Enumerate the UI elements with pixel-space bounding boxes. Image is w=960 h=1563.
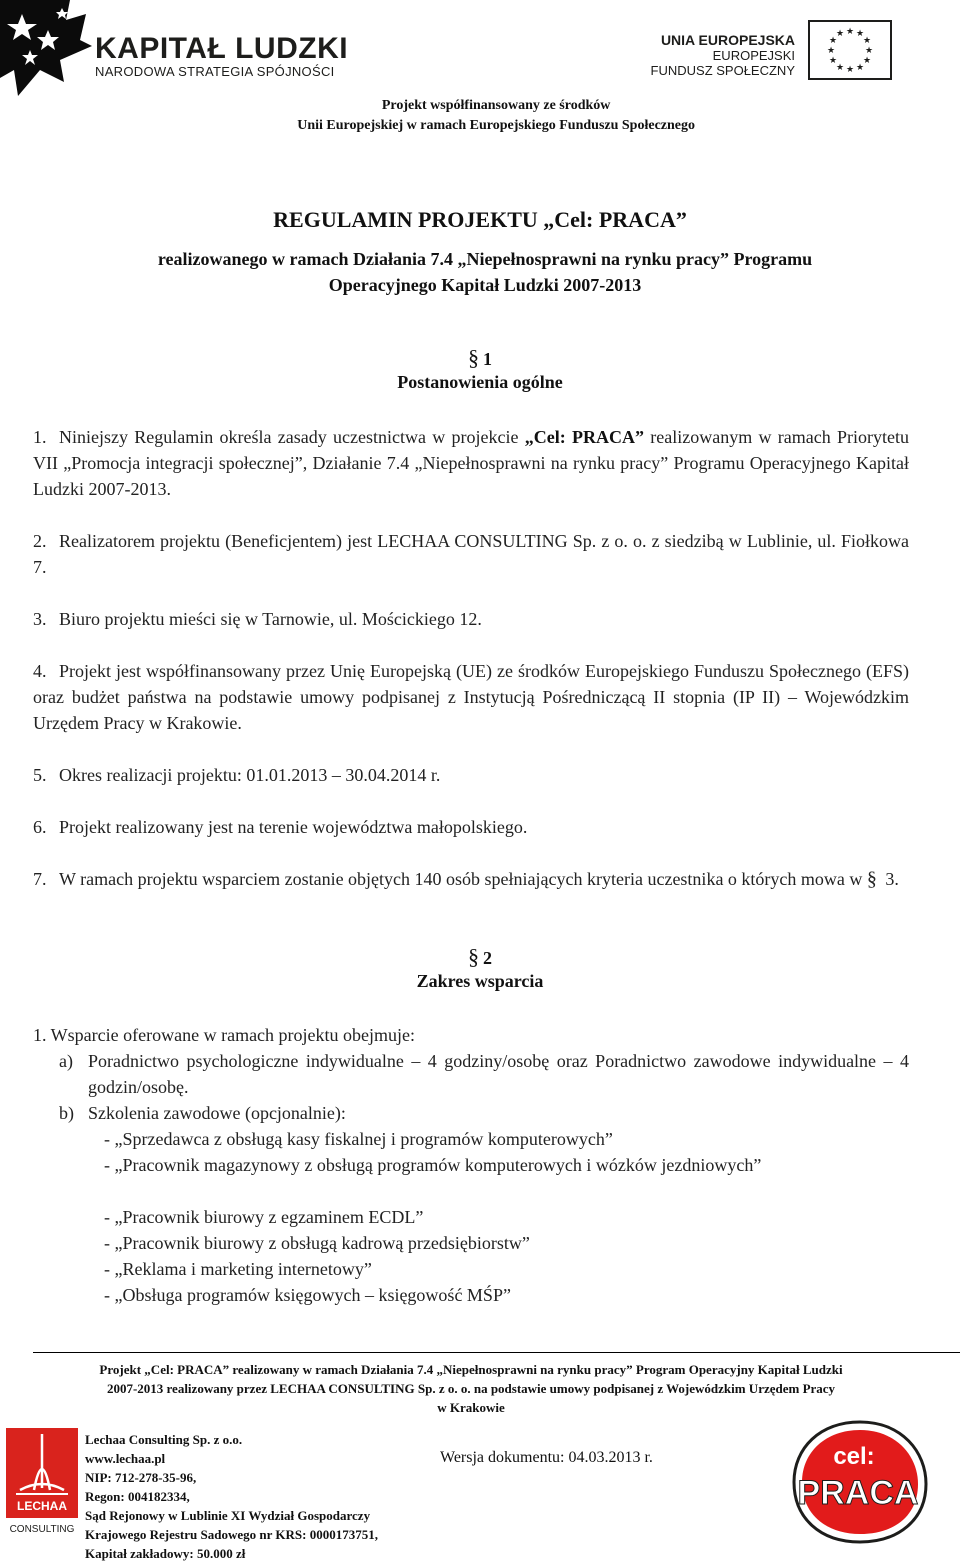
- footer-line-3: w Krakowie: [437, 1400, 505, 1415]
- company-line: www.lechaa.pl: [85, 1451, 166, 1466]
- course-item: - „Pracownik biurowy z egzaminem ECDL”: [104, 1207, 424, 1227]
- eu-line-3: FUNDUSZ SPOŁECZNY: [650, 63, 795, 78]
- section-1-title: Postanowienia ogólne: [397, 372, 563, 392]
- section-2-title: Zakres wsparcia: [416, 971, 544, 991]
- svg-text:★: ★: [845, 27, 855, 37]
- s2-a-text: Poradnictwo psychologiczne indywidualne – 4 godziny/osobę oraz Poradnictwo zawodowe indywidualne – 4 godzin/osobę.: [88, 1051, 909, 1097]
- s2-b-label: b): [59, 1103, 74, 1123]
- lechaa-tower-icon: [6, 1428, 78, 1536]
- svg-text:★: ★: [826, 46, 836, 56]
- kapital-ludzki-title: KAPITAŁ LUDZKI: [95, 32, 349, 65]
- s1-item-1: 1. Niniejszy Regulamin określa zasady uczestnictwa w projekcie „Cel: PRACA” realizowanym w ramach Priorytetu VII „Promocja integracji społecznej”, Działanie 7.4 „Niepełnosprawni na rynku pracy” Programu Operacyjnego Kapitał Ludzki 2007-2013.: [33, 427, 909, 499]
- document-version: Wersja dokumentu: 04.03.2013 r.: [440, 1449, 653, 1466]
- paragraph-sign-icon: §: [468, 345, 479, 370]
- section-1-number: § 1: [468, 345, 492, 370]
- svg-text:★: ★: [845, 65, 855, 75]
- kapital-ludzki-subtitle: NARODOWA STRATEGIA SPÓJNOŚCI: [95, 64, 335, 79]
- paragraph-sign-icon: §: [468, 944, 479, 969]
- s2-b-text: Szkolenia zawodowe (opcjonalnie):: [88, 1103, 346, 1123]
- cofinanced-line-1: Projekt współfinansowany ze środków: [381, 98, 611, 113]
- company-line: Kapitał zakładowy: 50.000 zł: [85, 1546, 246, 1561]
- footer-line-1: Projekt „Cel: PRACA” realizowany w ramach Działania 7.4 „Niepełnosprawni na rynku pracy” Program Operacyjny Kapitał Ludzki: [99, 1362, 843, 1377]
- kapital-ludzki-emblem-icon: [0, 0, 92, 100]
- company-line: Regon: 004182334,: [85, 1489, 190, 1504]
- company-line: NIP: 712-278-35-96,: [85, 1470, 197, 1485]
- svg-text:★: ★: [828, 56, 838, 66]
- eu-stars-icon: [808, 20, 892, 80]
- company-info: [85, 1430, 378, 1563]
- footer-divider: [33, 1352, 960, 1353]
- lechaa-logo: [6, 1428, 78, 1541]
- document-title: REGULAMIN PROJEKTU „Cel: PRACA”: [273, 207, 687, 232]
- footer-project-note: [33, 1360, 909, 1417]
- cel-praca-logo: [790, 1418, 930, 1551]
- lechaa-logo-name: LECHAA: [17, 1499, 67, 1513]
- praca-logo-main: PRACA: [797, 1474, 919, 1512]
- subtitle-line-1: realizowanego w ramach Działania 7.4 „Niepełnosprawni na rynku pracy” Programu: [157, 249, 813, 269]
- svg-text:★: ★: [855, 63, 865, 73]
- course-item: - „Obsługa programów księgowych – księgowość MŚP”: [104, 1285, 511, 1305]
- s1-item-7: 7. W ramach projektu wsparciem zostanie objętych 140 osób spełniających kryteria uczestnika o których mowa w § 3.: [33, 868, 899, 890]
- footer-line-2: 2007-2013 realizowany przez LECHAA CONSULTING Sp. z o. o. na podstawie umowy podpisanej z Wojewódzkim Urzędem Pracy: [106, 1381, 836, 1396]
- s1-item-2: 2. Realizatorem projektu (Beneficjentem) jest LECHAA CONSULTING Sp. z o. o. z siedzibą w Lublinie, ul. Fiołkowa 7.: [33, 531, 909, 577]
- s1-item-5: 5. Okres realizacji projektu: 01.01.2013 – 30.04.2014 r.: [33, 765, 441, 785]
- section-2-number: § 2: [468, 944, 492, 969]
- cofinanced-line-2: Unii Europejskiej w ramach Europejskiego Funduszu Społecznego: [297, 118, 695, 133]
- course-item: - „Pracownik magazynowy z obsługą programów komputerowych i wózków jezdniowych”: [104, 1155, 762, 1175]
- eu-line-2: EUROPEJSKI: [712, 48, 795, 63]
- company-line: Sąd Rejonowy w Lublinie XI Wydział Gospodarczy: [85, 1508, 371, 1523]
- kapital-ludzki-logo: [0, 0, 92, 105]
- document-subtitle: [60, 246, 910, 298]
- course-item: - „Pracownik biurowy z obsługą kadrową przedsiębiorstw”: [104, 1233, 530, 1253]
- svg-text:★: ★: [862, 36, 872, 46]
- svg-text:★: ★: [862, 56, 872, 66]
- s1-item-3: 3. Biuro projektu mieści się w Tarnowie, ul. Mościckiego 12.: [33, 609, 482, 629]
- lechaa-logo-sub: CONSULTING: [9, 1524, 75, 1535]
- company-line: Krajowego Rejestru Sadowego nr KRS: 0000173751,: [85, 1527, 378, 1542]
- s2-item-1: 1. Wsparcie oferowane w ramach projektu obejmuje:: [33, 1025, 416, 1045]
- course-item: - „Sprzedawca z obsługą kasy fiskalnej i programów komputerowych”: [104, 1129, 613, 1149]
- company-line: Lechaa Consulting Sp. z o.o.: [85, 1432, 243, 1447]
- eu-flag-logo: [808, 20, 892, 85]
- s1-item-6: 6. Projekt realizowany jest na terenie województwa małopolskiego.: [33, 817, 528, 837]
- svg-text:★: ★: [835, 29, 845, 39]
- paragraph-sign-icon: §: [866, 868, 877, 890]
- eu-line-1: UNIA EUROPEJSKA: [660, 32, 795, 48]
- svg-text:★: ★: [828, 36, 838, 46]
- svg-text:★: ★: [835, 63, 845, 73]
- subtitle-line-2: Operacyjnego Kapitał Ludzki 2007-2013: [328, 275, 642, 295]
- course-item: - „Reklama i marketing internetowy”: [104, 1259, 372, 1279]
- cofinanced-note: [297, 96, 695, 136]
- svg-text:★: ★: [864, 46, 874, 56]
- praca-logo-top: cel:: [833, 1443, 875, 1470]
- s2-a-label: a): [59, 1051, 73, 1071]
- eu-text: [651, 33, 795, 78]
- svg-text:★: ★: [855, 29, 865, 39]
- cel-praca-logo-icon: [790, 1418, 930, 1546]
- s1-item-4: 4. Projekt jest współfinansowany przez Unię Europejską (UE) ze środków Europejskiego Funduszu Społecznego (EFS) oraz budżet państwa na podstawie umowy podpisanej z Instytucją Pośredniczącą II stopnia (IP II) – Wojewódzkim Urzędem Pracy w Krakowie.: [33, 661, 909, 733]
